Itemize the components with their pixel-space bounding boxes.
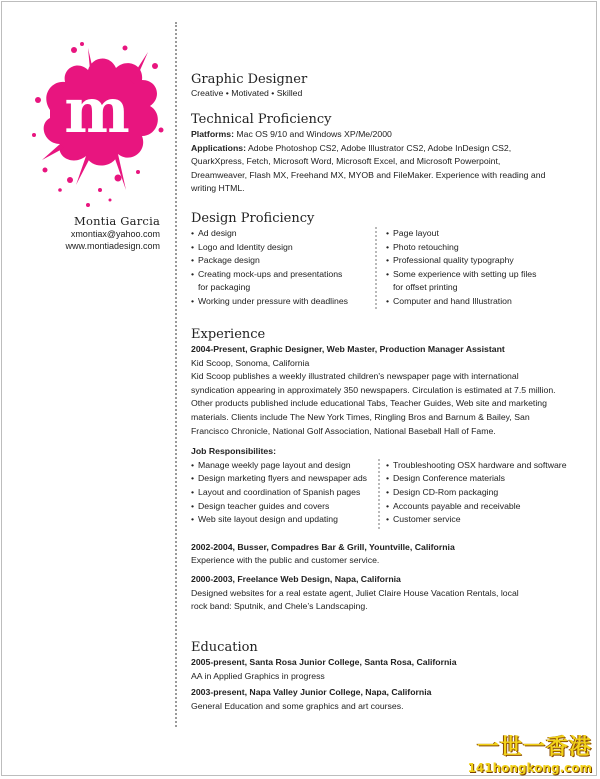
ed2-title: 2003-present, Napa Valley Junior College, Napa, California [191,687,432,698]
list-item: • Design teacher guides and covers [191,500,330,511]
watermark [468,730,592,775]
job3-text-1: Designed websites for a real estate agent, Juliet Claire House Vacation Rentals, local [191,587,519,598]
watermark-chinese: 一世一香港 [476,735,592,760]
applications-line [191,142,586,156]
list-divider [375,227,377,309]
email[interactable]: xmontiax@yahoo.com [70,229,160,239]
job1-title: 2004-Present, Graphic Designer, Web Master, Production Manager Assistant [191,344,505,354]
tagline: Creative • Motivated • Skilled [191,88,303,98]
design-heading: Design Proficiency [191,211,315,226]
design-section [191,211,586,309]
list-item: • Photo retouching [386,241,459,252]
job1-line: syndication appearing in approximately 350 newspapers. Circulation is estimated at 7.5 million. [191,384,556,395]
platforms-label: Platforms: [191,129,234,139]
responsibilities-right [386,459,567,527]
design-list [191,227,586,309]
job-title: Graphic Designer [191,72,308,87]
applications-text-4: writing HTML. [191,183,245,194]
job1-line: Other products published include educational Tabs, Teacher Guides, Web site and marketing [191,398,547,409]
list-item: • Web site layout design and updating [191,514,338,525]
list-divider [378,459,380,529]
job1-line: Kid Scoop, Sonoma, California [191,357,310,368]
list-item: • Page layout [386,228,439,238]
job1-line: Kid Scoop publishes a weekly illustrated children's newspaper page with international [191,371,519,382]
job2-title: 2002-2004, Busser, Compadres Bar & Grill, Yountville, California [191,541,455,552]
experience-heading: Experience [191,327,266,342]
list-item: • Design marketing flyers and newspaper ads [191,473,368,484]
applications-text-1: Adobe Photoshop CS2, Adobe Illustrator CS2, Adobe InDesign CS2, [246,142,512,153]
job1-line: materials. Clients include The New York Times, Ringling Bros and Barnum & Bailey, San [191,411,530,422]
list-item: • Layout and coordination of Spanish pages [191,486,361,497]
logo-letter: m [64,74,130,147]
design-list-right [386,227,536,309]
list-item: • Design CD-Rom packaging [386,486,499,497]
job2-text: Experience with the public and customer service. [191,555,380,566]
list-item: • Customer service [386,514,461,525]
list-item: • Creating mock-ups and presentations [191,268,343,279]
ed1-text: AA in Applied Graphics in progress [191,670,325,681]
platforms-text: Mac OS 9/10 and Windows XP/Me/2000 [233,129,392,139]
design-list-left [191,227,348,309]
applications-text-2: QuarkXpress, Fetch, Microsoft Word, Microsoft Excel, and Microsoft Powerpoint, [191,156,501,167]
ed2-text: General Education and some graphics and art courses. [191,700,404,711]
website[interactable]: www.montiadesign.com [65,241,160,251]
applications-label: Applications: [191,142,247,153]
list-item-continuation: for packaging [198,282,251,293]
list-item: • Some experience with setting up files [386,268,537,279]
person-name: Montia Garcia [73,214,160,228]
list-item: • Ad design [191,228,237,238]
responsibilities-list [191,459,586,529]
education-heading: Education [191,640,258,655]
header-section [191,72,586,99]
applications-text-3: Dreamweaver, Flash MX, Freehand MX, MYOB and FileMaker. Experience with reading and [191,169,546,180]
ed1-title: 2005-present, Santa Rosa Junior College, Santa Rosa, California [191,657,457,667]
list-item: • Package design [191,255,260,266]
list-item: • Design Conference materials [386,473,506,484]
watermark-url: 141hongkong.com [467,761,592,775]
job3-text-2: rock band: Sputnik, and Chele’s Landscaping. [191,601,368,612]
list-item: • Accounts payable and receivable [386,500,521,511]
list-item: • Troubleshooting OSX hardware and software [386,459,567,470]
list-item: • Professional quality typography [386,255,514,266]
experience-section [191,327,586,614]
list-item: • Manage weekly page layout and design [191,459,351,470]
list-item: • Working under pressure with deadlines [191,295,349,306]
list-item: • Computer and hand Illustration [386,295,512,306]
list-item-continuation: for offset printing [393,282,458,293]
list-item: • Logo and Identity design [191,241,293,252]
responsibilities-left [191,459,367,527]
responsibilities-label: Job Responsibilites: [191,446,276,457]
technical-section [191,112,586,196]
vertical-divider [175,22,177,727]
platforms-line [191,128,586,142]
job1-line: Francisco Chronicle, National Golf Association, National Baseball Hall of Fame. [191,425,496,436]
contact-block [65,214,160,252]
technical-heading: Technical Proficiency [191,112,332,127]
paint-splash-logo [30,40,165,210]
job3-title: 2000-2003, Freelance Web Design, Napa, California [191,573,401,584]
education-section [191,640,586,713]
